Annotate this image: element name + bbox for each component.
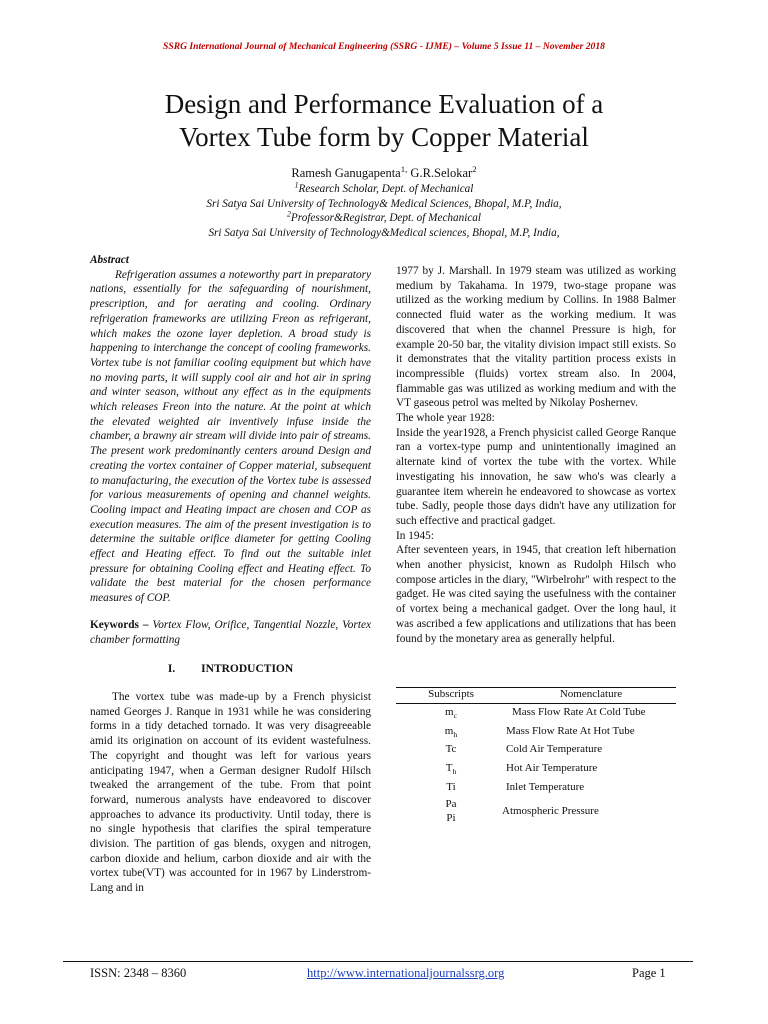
symbol-text: Tc <box>445 743 457 755</box>
symbol-subscript: h <box>453 730 458 740</box>
col-header-subscripts: Subscripts <box>428 688 474 700</box>
symbol-subscript: h <box>452 767 457 777</box>
author-1: Ramesh Ganugapenta <box>291 166 401 180</box>
journal-header: SSRG International Journal of Mechanical Engineering (SSRG - IJME) – Volume 5 Issue 11 – November 2018 <box>163 41 605 52</box>
affiliation-2-dept: Professor&Registrar, Dept. of Mechanical <box>290 212 481 224</box>
footer-issn: ISSN: 2348 – 8360 <box>90 966 187 980</box>
title-line-2: Vortex Tube form by Copper Material <box>179 122 589 152</box>
right-paragraph-3: After seventeen years, in 1945, that creation left hibernation when another physicist, known as Rudolph Hilsch who compose articles in the diary, "Wirbelrohr" with respect to the gadget. He was cited saying the usefulness with the container of vortex being a mechanical gadget. Over the long haul, it was ascribed a few applications and utilizations that has been found by the monetary area as generally helpful. <box>396 544 676 645</box>
symbol-pi: Pi <box>446 812 456 824</box>
affiliation-2 <box>60 209 708 224</box>
affiliation-2-sup: 2 <box>287 209 291 219</box>
table-row <box>396 706 676 721</box>
affiliation-1-institution: Sri Satya Sai University of Technology& Medical Sciences, Bhopal, M.P, India, <box>206 198 562 210</box>
title-line-1: Design and Performance Evaluation of a <box>164 89 604 119</box>
section-number: I. <box>167 663 176 676</box>
table-row <box>396 762 676 777</box>
table-cell-symbol <box>396 725 506 740</box>
right-subheading-1928: The whole year 1928: <box>396 412 495 425</box>
keywords-label: Keywords – <box>90 618 149 631</box>
affiliation-1 <box>60 180 708 195</box>
right-paragraph-2: Inside the year1928, a French physicist called George Ranque ran a vortex-type pump and unintentionally imagined an alternate kind of vortex the tube with the vortex. While investigating his innovation, he saw who's was clearly a guarantee item wherein he endeavored to showcase as vortex tube. Sadly, people those days didn't have any utilization for such effective and practical gadget. <box>396 426 676 527</box>
table-cell-description: Mass Flow Rate At Cold Tube <box>512 706 646 718</box>
right-paragraph-1: 1977 by J. Marshall. In 1979 steam was utilized as working medium by Takahama. In 1979, two-stage propane was utilized as the working medium by Collins. In 1988 Balmer connected fluid water as the working medium. It was discovered that when the channel Pressure is high, for example 20-50 bar, the vitality division impact still exists. So it demonstrates that the vitality partition process exists in incompressible (fluids) vortex stream also. In 2004, flammable gas was utilized as working medium and with the VT gaseous petrol was melted by Nikolay Poshernev. <box>396 265 676 410</box>
table-header-rule <box>396 703 676 704</box>
right-subheading-1945: In 1945: <box>396 529 434 542</box>
section-title: INTRODUCTION <box>201 663 294 676</box>
affiliation-2-institution: Sri Satya Sai University of Technology&Medical sciences, Bhopal, M.P, India, <box>208 227 560 239</box>
keywords-text: Vortex Flow, Orifice, Tangential Nozzle, Vortex chamber formatting <box>90 618 371 646</box>
table-row <box>396 781 676 793</box>
table-cell-symbol <box>396 762 506 777</box>
nomenclature-header <box>396 688 676 700</box>
author-2-sup: 2 <box>472 163 477 174</box>
author-1-sup: 1, <box>400 163 408 174</box>
symbol-text: T <box>445 762 453 774</box>
symbol-text: m <box>445 706 454 718</box>
abstract-text: Refrigeration assumes a noteworthy part in preparatory nations, essentially for the safeguarding of nourishment, prescription, and for aerating and cooling. Ordinary refrigeration frameworks are utilizing Freon as refrigerant, which makes the ozone layer depletion. A broad study is happening to interchange the concept of cooling frameworks. Vortex tube is not familiar cooling equipment but which have no moving parts, it will supply cool air and hot air in spring and winter season, without any effect as in the equipments which releases Freon into the nature. At the point at which the elevated weighted air inventively infuse inside the chamber, a brawny air stream will divide into pair of streams. The present work predominantly centers around Design and creating the vortex container of Copper material, subsequent to manufacturing, the execution of the Vortex tube is assessed for various measurements of opening and channel weights. Cooling impact and Heating impact are chosen and COP as execution measures. The aim of the present investigation is to determine the suitable orifice diameter for getting Cooling effect and Heating effect. To find out the suitable inlet pressure for obtaining Cooling effect and Heating effect. To validate the best material for the chosen performance measures of COP. <box>90 268 371 605</box>
table-cell-symbol <box>396 706 506 721</box>
table-row <box>396 743 676 755</box>
table-cell-description: Cold Air Temperature <box>506 743 603 755</box>
pressure-symbols <box>396 797 506 825</box>
left-column <box>90 253 371 896</box>
symbol-pa: Pa <box>445 798 457 810</box>
table-row <box>396 725 676 740</box>
abstract-heading: Abstract <box>90 254 129 266</box>
table-cell-symbol <box>396 743 506 755</box>
paper-title <box>60 88 708 154</box>
table-cell-symbol <box>396 781 506 793</box>
intro-paragraph: The vortex tube was made-up by a French physicist named Georges J. Ranque in 1931 while he was considering forms in a tidy detached tornado. It was very disagreeable amid its origination on account of its evident wastefulness. The copyright and thought was left for various years anticipating 1947, when a German designer Rudolf Hilsch tweaked the arrangement of the tube. From that point forward, numerous analysts have endeavored to discover approaches to advance its productivity. Until today, there is no single hypothesis that clarifies the spiral temperature division. The partition of gas blends, oxygen and nitrogen, carbon dioxide and helium, carbon dioxide and air with the vortex tube(VT) was accounted for in 1967 by Linderstrom-Lang and in <box>90 690 371 895</box>
table-cell-description: Inlet Temperature <box>506 781 585 793</box>
affiliation-1-sup: 1 <box>294 180 299 190</box>
footer-url[interactable] <box>307 966 504 981</box>
footer-rule <box>63 961 693 962</box>
col-header-nomenclature: Nomenclature <box>559 688 623 700</box>
symbol-text: Ti <box>446 781 456 793</box>
table-cell-description: Hot Air Temperature <box>506 762 598 774</box>
symbol-subscript: c <box>453 711 457 721</box>
affiliation-1-dept: Research Scholar, Dept. of Mechanical <box>298 183 474 195</box>
keywords <box>90 618 371 647</box>
author-2: G.R.Selokar <box>407 166 473 180</box>
author-line <box>60 163 708 181</box>
pressure-desc: Atmospheric Pressure <box>502 805 599 817</box>
right-column <box>396 264 676 646</box>
table-row-pressure <box>396 797 676 825</box>
symbol-text: m <box>444 725 454 737</box>
table-cell-description: Mass Flow Rate At Hot Tube <box>506 725 635 737</box>
section-heading-introduction <box>90 662 371 677</box>
footer-page: Page 1 <box>632 966 666 980</box>
footer-link[interactable]: http://www.internationaljournalssrg.org <box>307 966 505 980</box>
